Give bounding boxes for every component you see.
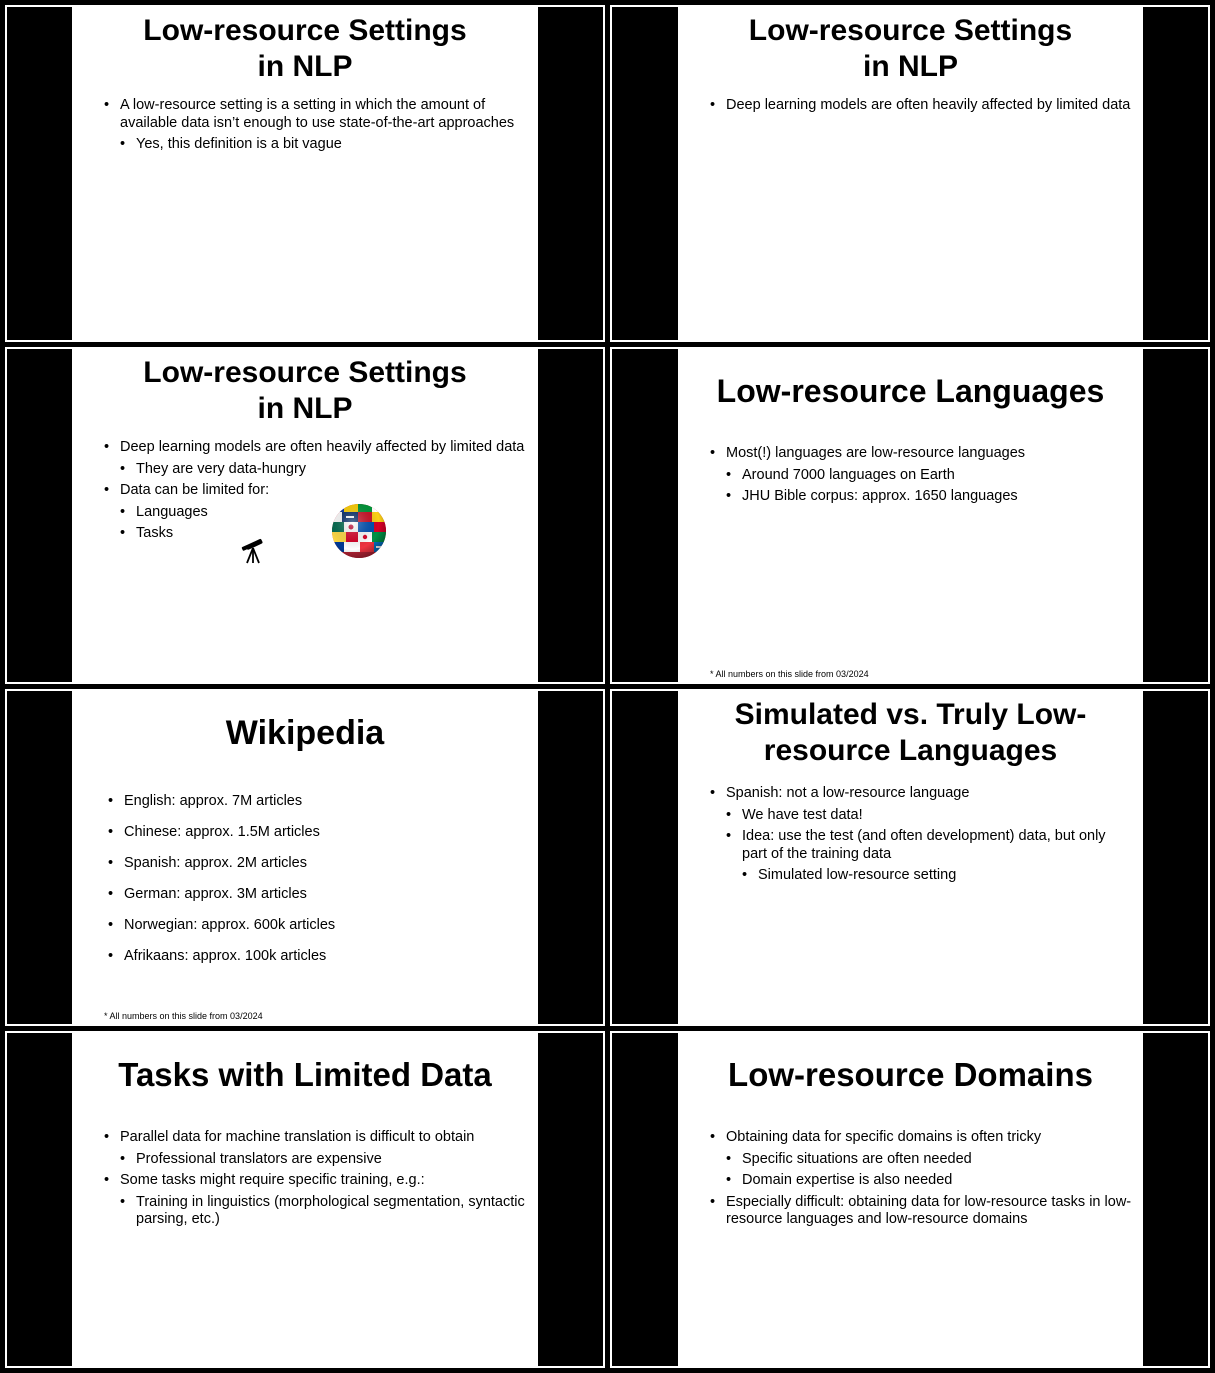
slide-7 [72,1033,538,1366]
slide-cell-4[interactable] [610,347,1210,684]
bullet-text: Deep learning models are often heavily affected by limited data [726,97,1131,113]
bullet-text: Most(!) languages are low-resource languages [726,445,1026,461]
bullet-list [104,1129,528,1233]
bullet-item [104,482,528,543]
bullet-item [108,824,528,842]
bullet-list [104,97,528,158]
slide-cell-5[interactable] [5,689,605,1026]
slide-title-line: Low-resource Settings [143,356,467,389]
bullet-text: Some tasks might require specific training, e.g.: [120,1172,425,1188]
bullet-text: Professional translators are expensive [136,1150,382,1167]
bullet-item [108,886,528,904]
bullet-text: Parallel data for machine translation is difficult to obtain [120,1129,475,1145]
slide-cell-7[interactable] [5,1031,605,1368]
slide-cell-2[interactable] [610,5,1210,342]
sub-bullet-item [726,488,1133,506]
slide-title-line: in NLP [257,392,353,425]
bullet-text: Simulated low-resource setting [758,867,957,883]
sub-bullet-item [120,461,528,479]
bullet-text: German: approx. 3M articles [124,886,307,902]
slide-4 [678,349,1143,682]
slide-3 [72,349,538,682]
sub-sub-bullet-item [742,867,1133,885]
world-flags-globe-icon [330,502,388,560]
slide-title [678,13,1143,85]
bullet-text: Spanish: not a low-resource language [726,785,970,801]
slide-1 [72,7,538,340]
bullet-item [710,1194,1133,1229]
sub-bullet-item [726,828,1133,885]
bullet-text: Norwegian: approx. 600k articles [124,917,336,933]
slide-5 [72,691,538,1024]
bullet-text: Spanish: approx. 2M articles [124,855,307,871]
bullet-item [710,445,1133,506]
bullet-text: Around 7000 languages on Earth [742,466,955,483]
sub-bullet-item [726,1151,1133,1169]
slide-title-line: Simulated vs. Truly Low- [734,698,1087,731]
slide-cell-8[interactable] [610,1031,1210,1368]
slide-title: Tasks with Limited Data [118,1056,492,1093]
bullet-list [104,439,528,547]
sub-bullet-item [120,525,528,543]
bullet-text: Idea: use the test (and often development) data, but only part of the training data [742,828,1106,862]
bullet-text: Domain expertise is also needed [742,1172,953,1188]
bullet-item [104,1172,528,1229]
bullet-text: Yes, this definition is a bit vague [136,136,342,152]
bullet-item [104,1129,528,1168]
bullet-item [710,97,1133,115]
bullet-list [710,97,1133,119]
slide-8 [678,1033,1143,1366]
bullet-text: We have test data! [742,806,863,823]
bullet-text: Obtaining data for specific domains is often tricky [726,1129,1042,1145]
bullet-text: A low-resource setting is a setting in which the amount of available data isn’t enough to use state-of-the-art approaches [120,97,515,131]
sub-bullet-item [120,1194,528,1229]
bullet-item [710,785,1133,885]
slide-title-line: Low-resource Settings [748,14,1073,47]
slide-footnote: * All numbers on this slide from 03/2024 [104,1011,263,1021]
slide-title: Wikipedia [225,714,385,752]
bullet-item [108,855,528,873]
sub-bullet-item [120,136,528,154]
sub-bullet-item [726,1172,1133,1190]
bullet-text: Deep learning models are often heavily affected by limited data [120,439,525,455]
sub-bullet-item [726,807,1133,825]
sub-bullet-item [726,467,1133,485]
bullet-item [108,793,528,811]
bullet-list [710,785,1133,889]
sub-bullet-item [120,1151,528,1169]
bullet-text: They are very data-hungry [136,460,307,477]
slide-cell-1[interactable] [5,5,605,342]
bullet-text: Especially difficult: obtaining data for low-resource tasks in low-resource languages and low-resource domains [726,1193,1132,1227]
slide-title [678,697,1143,769]
bullet-list [710,1129,1133,1233]
bullet-text: Data can be limited for: [120,482,270,498]
bullet-text: Afrikaans: approx. 100k articles [124,948,327,964]
bullet-text: Training in linguistics (morphological segmentation, syntactic parsing, etc.) [136,1193,525,1227]
slide-title: Low-resource Languages [716,373,1105,409]
slide-footnote: * All numbers on this slide from 03/2024 [710,669,869,679]
slide-cell-3[interactable] [5,347,605,684]
bullet-text: Chinese: approx. 1.5M articles [124,824,320,840]
bullet-list [710,445,1133,510]
slide-6 [678,691,1143,1024]
slide-cell-6[interactable] [610,689,1210,1026]
slide-title: Low-resource Domains [728,1056,1093,1093]
sub-bullet-item [120,504,528,522]
slide-title [72,355,538,427]
bullet-item [710,1129,1133,1190]
bullet-item [108,917,528,935]
bullet-list [108,793,528,979]
slide-title [72,13,538,85]
slide-title-line: resource Languages [763,734,1058,767]
slide-title-line: in NLP [863,50,958,83]
slide-title-line: Low-resource Settings [143,14,467,47]
slide-title-line: in NLP [257,50,353,83]
bullet-item [104,439,528,478]
telescope-icon [238,535,268,565]
slide-2 [678,7,1143,340]
bullet-text: JHU Bible corpus: approx. 1650 languages [742,488,1018,504]
bullet-text: Specific situations are often needed [742,1150,972,1167]
bullet-text: English: approx. 7M articles [124,793,303,809]
bullet-item [108,948,528,966]
bullet-item [104,97,528,154]
bullet-text: Tasks [136,525,174,541]
bullet-text: Languages [136,503,208,520]
